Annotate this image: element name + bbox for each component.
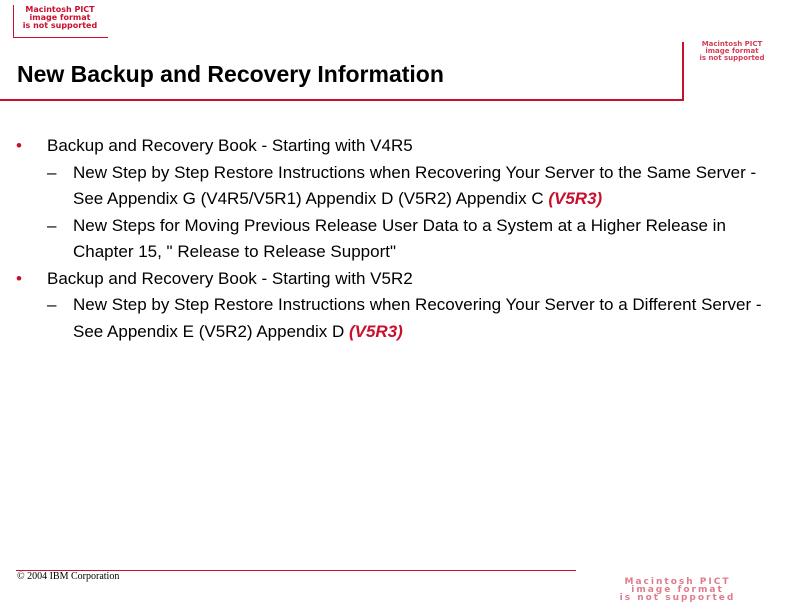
pict-placeholder-top-right <box>686 40 778 62</box>
bullet-item <box>16 266 776 293</box>
bullet-item <box>16 133 776 160</box>
placeholder-line: Macintosh PICT <box>624 577 731 587</box>
bullet-text: Backup and Recovery Book - Starting with V5R2 <box>47 268 413 288</box>
sub-bullet-item <box>16 213 776 266</box>
placeholder-line: is not supported <box>619 593 736 603</box>
placeholder-line: Macintosh PICT <box>701 40 763 48</box>
release-highlight: (V5R3) <box>548 189 603 208</box>
sub-bullet-item <box>16 292 776 345</box>
dash-icon: – <box>47 215 57 235</box>
placeholder-line: image format <box>631 585 724 595</box>
pict-placeholder-top-left <box>14 6 106 36</box>
dash-icon: – <box>47 295 57 314</box>
slide-title: New Backup and Recovery Information <box>17 61 444 87</box>
title-divider <box>0 99 682 101</box>
bullet-icon: • <box>16 268 22 288</box>
slide-content <box>16 133 776 345</box>
placeholder-line: image format <box>705 47 759 55</box>
sub-bullet-text: New Steps for Moving Previous Release User Data to a System at a Higher Release in Chapter 15, " Release to Release Support" <box>73 215 726 261</box>
sub-bullet-text: New Step by Step Restore Instructions when Recovering Your Server to the Same Server - See Appendix G (V4R5/V5R1) Appendix D (V5R2) Appendix C <box>73 162 757 208</box>
sub-bullet-item <box>16 160 776 213</box>
release-highlight: (V5R3) <box>348 321 403 341</box>
copyright-notice: © 2004 IBM Corporation <box>17 571 120 582</box>
sub-bullet-text: New Step by Step Restore Instructions when Recovering Your Server to a Different Server - See Appendix E (V5R2) Appendix D <box>73 295 762 341</box>
placeholder-frame-bottom <box>13 37 108 38</box>
bullet-text: Backup and Recovery Book - Starting with V4R5 <box>47 136 413 155</box>
placeholder-line: is not supported <box>22 21 98 30</box>
placeholder-frame-left <box>13 5 14 37</box>
title-divider-vertical <box>682 42 684 101</box>
dash-icon: – <box>47 162 57 182</box>
placeholder-line: is not supported <box>699 54 765 62</box>
placeholder-line: image format <box>29 13 91 22</box>
bullet-icon: • <box>16 136 22 155</box>
pict-placeholder-bottom-right <box>570 578 785 604</box>
placeholder-line: Macintosh PICT <box>25 5 95 14</box>
